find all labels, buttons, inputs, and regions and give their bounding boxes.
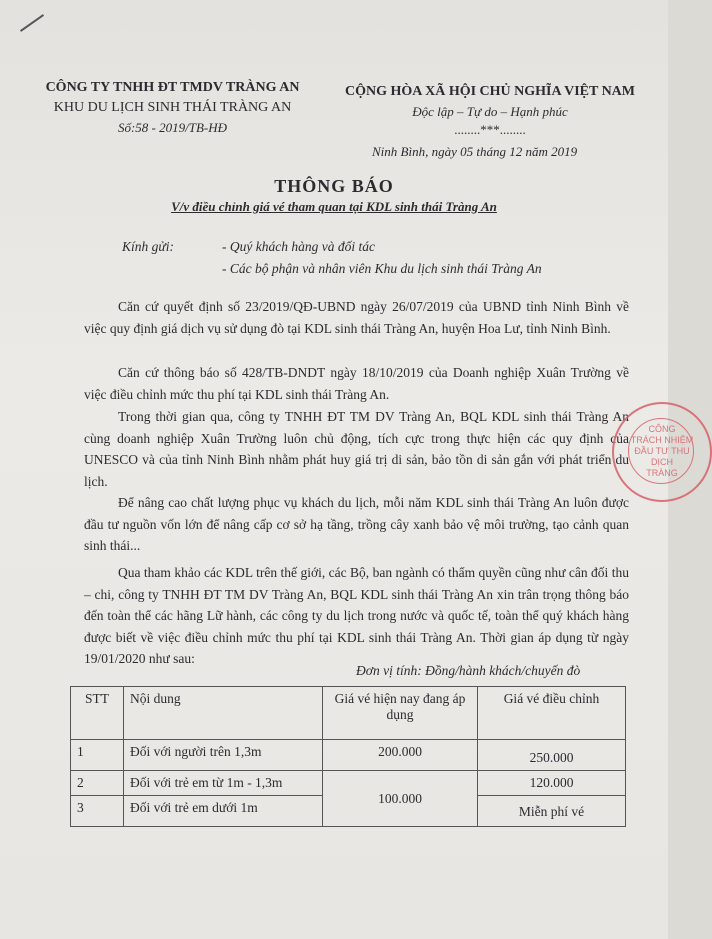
row-current-price: 200.000: [323, 740, 478, 771]
seal-text: TRÀNG: [646, 468, 678, 478]
recipient-item: - Các bộ phận và nhân viên Khu du lịch sinh thái Tràng An: [222, 261, 542, 276]
seal-text: ĐẦU TƯ THU: [634, 446, 690, 456]
row-stt: 2: [71, 771, 124, 796]
unit-name: KHU DU LỊCH SINH THÁI TRÀNG AN: [53, 100, 292, 115]
paragraph-text: Để nâng cao chất lượng phục vụ khách du lịch, mỗi năm KDL sinh thái Tràng An luôn được đầu tư nguồn vốn lớn để nâng cấp cơ sở hạ tầng, trồng cây xanh bảo vệ môi trường, tạo cảnh quan sinh thái...: [84, 495, 629, 553]
row-content: Đối với người trên 1,3m: [124, 740, 323, 771]
header-adjusted-price: Giá vé điều chỉnh: [478, 687, 626, 740]
company-seal: [612, 402, 712, 502]
seal-inner-ring: [628, 418, 694, 484]
row-current-price: 100.000: [323, 771, 478, 827]
recipient-item: - Quý khách hàng và đối tác: [222, 239, 375, 254]
fee-table: [70, 686, 626, 827]
seal-text: DỊCH: [651, 457, 673, 467]
document-subtitle: V/v điều chỉnh giá vé tham quan tại KDL sinh thái Tràng An: [171, 199, 497, 214]
paragraph: [84, 406, 629, 492]
header-stt: STT: [71, 687, 124, 740]
unit-note: Đơn vị tính: Đồng/hành khách/chuyến đò: [356, 663, 581, 678]
row-content: Đối với trẻ em dưới 1m: [124, 796, 323, 827]
row-stt: 3: [71, 796, 124, 827]
table-header-row: [71, 687, 626, 740]
header-current-price: Giá vé hiện nay đang áp dụng: [323, 687, 478, 740]
seal-text: TRÁCH NHIỆM: [630, 435, 694, 445]
paragraph: [84, 296, 629, 339]
table-row: [71, 740, 626, 771]
paragraph-text: Căn cứ thông báo số 428/TB-DNDT ngày 18/10/2019 của Doanh nghiệp Xuân Trường về việc điều chỉnh mức thu phí tại KDL sinh thái Tràng An.: [84, 365, 629, 402]
header-content: Nội dung: [124, 687, 323, 740]
republic-heading: CỘNG HÒA XÃ HỘI CHỦ NGHĨA VIỆT NAM: [344, 84, 635, 99]
paragraph-text: Trong thời gian qua, công ty TNHH ĐT TM DV Tràng An, BQL KDL sinh thái Tràng An cùng doanh nghiệp Xuân Trường luôn chủ động, tích cực trong thực hiện các quy định của UNESCO và của tỉnh Ninh Bình nhằm phát huy giá trị di sản, bảo tồn di sản gắn với phát triển du lịch.: [84, 409, 629, 489]
motto-stars: ........***........: [454, 122, 526, 137]
row-adjusted-price: 120.000: [478, 771, 626, 796]
company-name: CÔNG TY TNHH ĐT TMDV TRÀNG AN: [45, 80, 300, 95]
seal-text: CÔNG: [648, 424, 676, 434]
doc-number: Số:58 - 2019/TB-HĐ: [117, 120, 228, 135]
pen-mark: [20, 14, 44, 32]
document-title: THÔNG BÁO: [274, 176, 394, 196]
table-row: [71, 771, 626, 796]
row-content: Đối với trẻ em từ 1m - 1,3m: [124, 771, 323, 796]
row-stt: 1: [71, 740, 124, 771]
paragraph: [84, 562, 629, 670]
paragraph: [84, 492, 629, 557]
row-adjusted-price: Miễn phí vé: [478, 796, 626, 827]
paragraph: [84, 362, 629, 405]
recipients-label: Kính gửi:: [122, 239, 174, 254]
motto: Độc lập – Tự do – Hạnh phúc: [412, 104, 568, 119]
paragraph-text: Qua tham khảo các KDL trên thế giới, các Bộ, ban ngành có thẩm quyền cũng như cân đối thu – chi, công ty TNHH ĐT TM DV Tràng An, BQL KDL sinh thái Tràng An xin trân trọng thông báo đến toàn thể các hãng Lữ hành, các công ty du lịch trong nước và quốc tế, toàn thể quý khách hàng được biết về việc điều chỉnh mức thu phí tại KDL sinh thái Tràng An. Thời gian áp dụng từ ngày 19/01/2020 như sau:: [84, 565, 629, 666]
place-date: Ninh Bình, ngày 05 tháng 12 năm 2019: [372, 144, 578, 159]
row-adjusted-price: 250.000: [478, 740, 626, 771]
paragraph-text: Căn cứ quyết định số 23/2019/QĐ-UBND ngày 26/07/2019 của UBND tỉnh Ninh Bình về việc quy định giá dịch vụ sử dụng đò tại KDL sinh thái Tràng An, huyện Hoa Lư, tỉnh Ninh Bình.: [84, 299, 629, 336]
